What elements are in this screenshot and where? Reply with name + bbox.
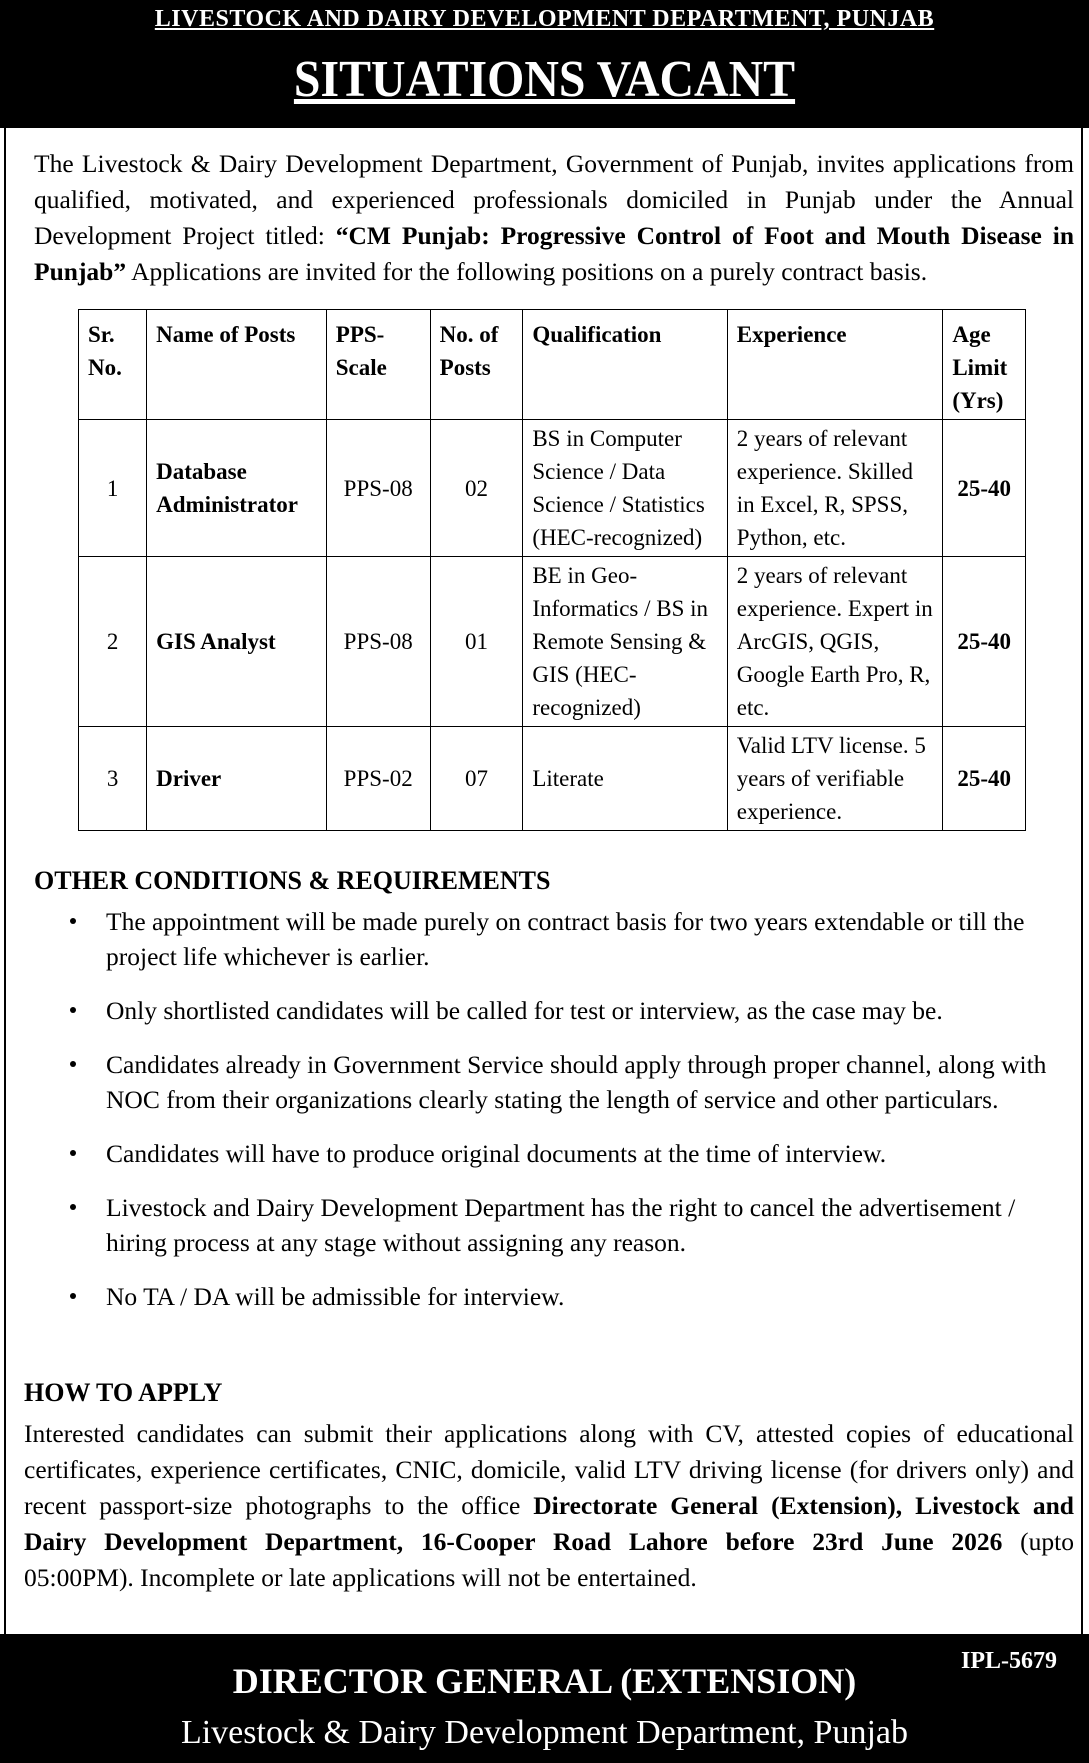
cell-posts: 07 (430, 727, 523, 831)
list-item (34, 1047, 1064, 1117)
cell-qualification: BE in Geo-Informatics / BS in Remote Sensing & GIS (HEC-recognized) (523, 557, 727, 727)
cell-age: 25-40 (943, 727, 1026, 831)
cell-scale: PPS-08 (326, 557, 430, 727)
cell-sr: 1 (79, 420, 147, 557)
bullet-icon (70, 1293, 76, 1299)
cell-scale: PPS-02 (326, 727, 430, 831)
header-experience: Experience (727, 310, 943, 420)
cell-posts: 02 (430, 420, 523, 557)
bullet-icon (70, 1061, 76, 1067)
conditions-heading: OTHER CONDITIONS & REQUIREMENTS (34, 866, 551, 895)
apply-address: Directorate General (Extension), Livestock and Dairy Development Department, 16-Cooper Road Lahore before 23rd June 2026 (24, 1491, 1074, 1556)
table-row (79, 557, 1026, 727)
cell-post-name: Database Administrator (147, 420, 327, 557)
cell-age: 25-40 (943, 557, 1026, 727)
bullet-icon (70, 1204, 76, 1210)
condition-text: Livestock and Dairy Development Department has the right to cancel the advertisement / hiring process at any stage without assigning any reason. (106, 1193, 1016, 1257)
cell-post-name: Driver (147, 727, 327, 831)
ipl-reference: IPL-5679 (961, 1648, 1057, 1674)
header-pps-scale: PPS-Scale (326, 310, 430, 420)
header-banner (0, 0, 1089, 128)
how-to-apply-heading: HOW TO APPLY (24, 1378, 223, 1407)
cell-post-name: GIS Analyst (147, 557, 327, 727)
table-row (79, 727, 1026, 831)
condition-text: Candidates already in Government Service should apply through proper channel, along with NOC from their organizations clearly stating the length of service and other particulars. (106, 1050, 1047, 1114)
cell-qualification: BS in Computer Science / Data Science / Statistics (HEC-recognized) (523, 420, 727, 557)
footer-department: Livestock & Dairy Development Department, Punjab (180, 1714, 909, 1751)
signatory-title: DIRECTOR GENERAL (EXTENSION) (232, 1661, 857, 1701)
apply-text-after: (upto 05:00PM). Incomplete or late applications will not be entertained. (24, 1527, 1074, 1592)
cell-sr: 3 (79, 727, 147, 831)
posts-table (78, 309, 1026, 831)
header-sr-no: Sr. No. (79, 310, 147, 420)
header-qualification: Qualification (523, 310, 727, 420)
project-title: “CM Punjab: Progressive Control of Foot and Mouth Disease in Punjab” (34, 221, 1074, 286)
intro-paragraph (34, 146, 1074, 290)
condition-text: The appointment will be made purely on contract basis for two years extendable or till the project life whichever is earlier. (106, 907, 1025, 971)
list-item (34, 1190, 1064, 1260)
cell-sr: 2 (79, 557, 147, 727)
cell-posts: 01 (430, 557, 523, 727)
list-item (34, 904, 1064, 974)
page-title: SITUATIONS VACANT (293, 51, 796, 108)
condition-text: No TA / DA will be admissible for interview. (106, 1282, 565, 1311)
bullet-icon (70, 1007, 76, 1013)
condition-text: Only shortlisted candidates will be called for test or interview, as the case may be. (106, 996, 943, 1025)
cell-experience: 2 years of relevant experience. Skilled in Excel, R, SPSS, Python, etc. (727, 420, 943, 557)
apply-text-before: Interested candidates can submit their applications along with CV, attested copies of educational certificates, experience certificates, CNIC, domicile, valid LTV driving license (for drivers only) and recent passport-size photographs to the office (24, 1419, 1074, 1520)
table-header-row (79, 310, 1026, 420)
conditions-list (34, 904, 1064, 1333)
department-name: LIVESTOCK AND DAIRY DEVELOPMENT DEPARTMENT, PUNJAB (154, 6, 935, 32)
cell-experience: 2 years of relevant experience. Expert in ArcGIS, QGIS, Google Earth Pro, R, etc. (727, 557, 943, 727)
cell-experience: Valid LTV license. 5 years of verifiable experience. (727, 727, 943, 831)
list-item (34, 993, 1064, 1028)
cell-qualification: Literate (523, 727, 727, 831)
cell-scale: PPS-08 (326, 420, 430, 557)
intro-text-after: Applications are invited for the following positions on a purely contract basis. (126, 257, 928, 286)
condition-text: Candidates will have to produce original documents at the time of interview. (106, 1139, 887, 1168)
intro-text-before: The Livestock & Dairy Development Department, Government of Punjab, invites applications from qualified, motivated, and experienced professionals domiciled in Punjab under the Annual Development Project titled: (34, 149, 1074, 250)
list-item (34, 1279, 1064, 1314)
cell-age: 25-40 (943, 420, 1026, 557)
table-row (79, 420, 1026, 557)
list-item (34, 1136, 1064, 1171)
footer-banner (0, 1634, 1089, 1763)
bullet-icon (70, 918, 76, 924)
header-no-of-posts: No. of Posts (430, 310, 523, 420)
header-age-limit: Age Limit (Yrs) (943, 310, 1026, 420)
bullet-icon (70, 1150, 76, 1156)
header-name-of-posts: Name of Posts (147, 310, 327, 420)
apply-paragraph (24, 1416, 1074, 1596)
